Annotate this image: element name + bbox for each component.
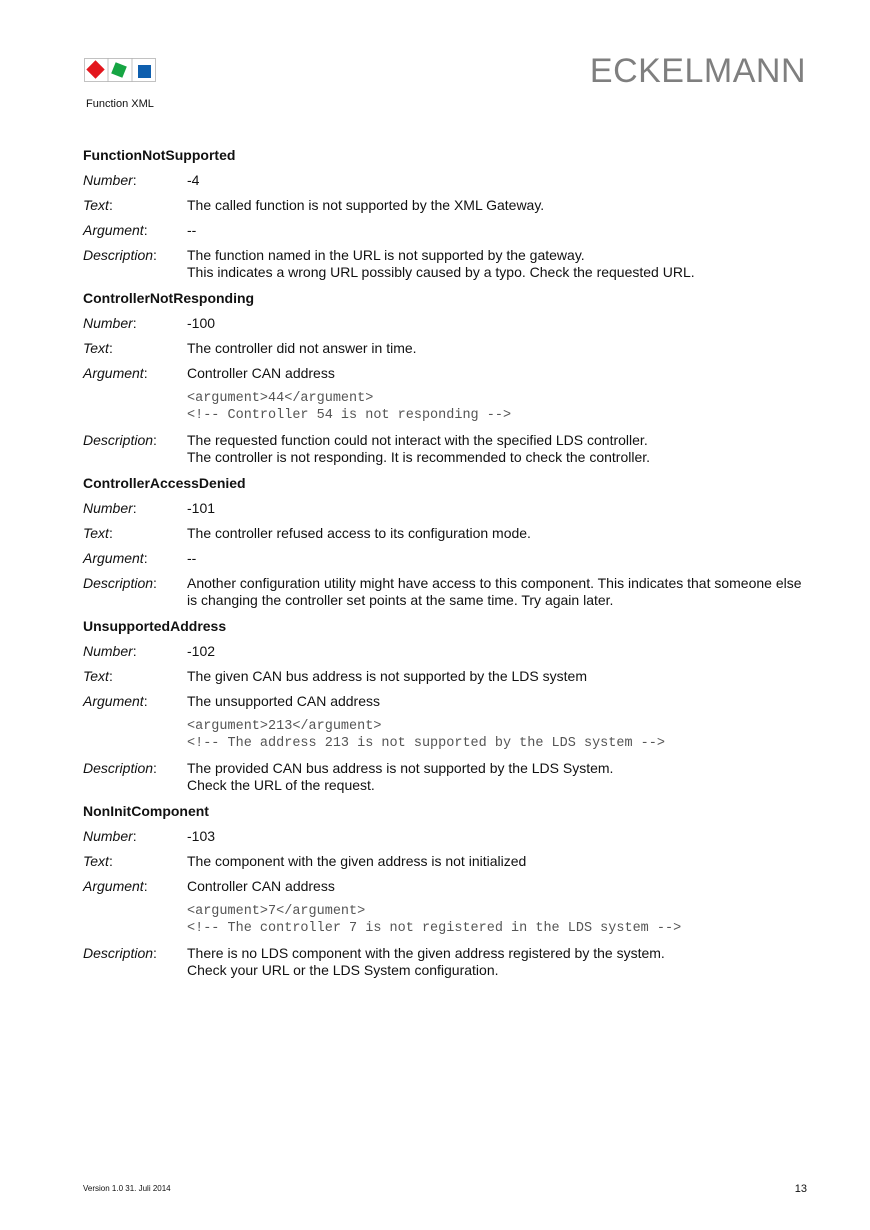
text-value: The component with the given address is not initialized <box>187 853 527 869</box>
text-row <box>83 340 813 357</box>
error-title: NonInitComponent <box>83 803 209 819</box>
number-value: -103 <box>187 828 216 844</box>
error-section <box>83 802 813 979</box>
description-label <box>83 760 187 794</box>
page-number: 13 <box>794 1183 807 1195</box>
footer-version: Version 1.0 31. Juli 2014 <box>83 1184 171 1193</box>
argument-value: Controller CAN address <box>187 365 335 381</box>
text-label-text: Text <box>83 853 109 869</box>
description-line: This indicates a wrong URL possibly caused by a typo. Check the requested URL. <box>187 264 695 280</box>
logo-blue-square <box>138 65 151 78</box>
description-row <box>83 760 813 794</box>
label-colon: : <box>143 365 148 381</box>
number-label-text: Number <box>83 500 133 516</box>
description-value <box>187 945 813 979</box>
error-title: UnsupportedAddress <box>83 618 227 634</box>
description-label-text: Description <box>83 760 154 776</box>
number-row <box>83 828 813 845</box>
description-value <box>187 432 813 466</box>
text-label <box>83 197 187 214</box>
text-value: The called function is not supported by the XML Gateway. <box>187 197 545 213</box>
error-section <box>83 289 813 466</box>
label-colon: : <box>143 693 148 709</box>
description-value <box>187 760 813 794</box>
label-colon: : <box>108 340 113 356</box>
number-label <box>83 172 187 189</box>
label-colon: : <box>153 760 157 776</box>
number-value: -100 <box>187 315 216 331</box>
text-row <box>83 668 813 685</box>
text-label <box>83 853 187 870</box>
text-label-text: Text <box>83 340 109 356</box>
argument-label <box>83 365 187 382</box>
description-row <box>83 575 813 609</box>
code-line: <argument>44</argument> <box>187 391 374 406</box>
error-section <box>83 474 813 609</box>
description-line: Check the URL of the request. <box>187 777 375 793</box>
number-label <box>83 500 187 517</box>
number-row <box>83 172 813 189</box>
argument-label-text: Argument <box>83 550 144 566</box>
argument-label <box>83 222 187 239</box>
number-label-text: Number <box>83 828 133 844</box>
label-colon: : <box>143 878 148 894</box>
description-line: The requested function could not interact with the specified LDS controller. <box>187 432 648 448</box>
argument-label-text: Argument <box>83 222 144 238</box>
description-line: There is no LDS component with the given address registered by the system. <box>187 945 665 961</box>
number-label-text: Number <box>83 643 133 659</box>
description-row <box>83 247 813 281</box>
number-value: -101 <box>187 500 216 516</box>
number-label-text: Number <box>83 315 133 331</box>
label-colon: : <box>132 172 137 188</box>
argument-label-text: Argument <box>83 878 144 894</box>
description-line: Another configuration utility might have access to this component. This indicates that someone else is changing the controller set points at the same time. Try again later. <box>187 575 802 608</box>
description-label-text: Description <box>83 247 154 263</box>
label-colon: : <box>153 945 157 961</box>
code-line: <!-- The controller 7 is not registered in the LDS system --> <box>187 921 682 936</box>
description-row <box>83 945 813 979</box>
description-label <box>83 247 187 281</box>
argument-label <box>83 693 187 710</box>
label-colon: : <box>153 247 157 263</box>
description-label <box>83 575 187 609</box>
number-label <box>83 828 187 845</box>
number-row <box>83 500 813 517</box>
label-colon: : <box>132 643 137 659</box>
number-label <box>83 643 187 660</box>
description-line: The controller is not responding. It is recommended to check the controller. <box>187 449 651 465</box>
description-line: Check your URL or the LDS System configuration. <box>187 962 499 978</box>
description-label-text: Description <box>83 945 154 961</box>
label-colon: : <box>132 828 137 844</box>
text-label-text: Text <box>83 525 109 541</box>
label-colon: : <box>153 432 157 448</box>
description-row <box>83 432 813 466</box>
error-title: ControllerAccessDenied <box>83 475 246 491</box>
label-colon: : <box>132 500 137 516</box>
argument-label <box>83 878 187 895</box>
document-subtitle: Function XML <box>86 98 154 110</box>
description-line: The provided CAN bus address is not supported by the LDS System. <box>187 760 614 776</box>
error-section <box>83 146 813 281</box>
text-label <box>83 525 187 542</box>
description-label <box>83 945 187 979</box>
argument-value: The unsupported CAN address <box>187 693 380 709</box>
argument-code-example <box>187 903 813 937</box>
argument-code-example <box>187 390 813 424</box>
text-value: The given CAN bus address is not supported by the LDS system <box>187 668 587 684</box>
argument-row <box>83 693 813 710</box>
description-line: The function named in the URL is not supported by the gateway. <box>187 247 585 263</box>
text-row <box>83 525 813 542</box>
argument-row <box>83 222 813 239</box>
description-value <box>187 575 813 609</box>
code-line: <!-- The address 213 is not supported by the LDS system --> <box>187 736 665 751</box>
code-line: <!-- Controller 54 is not responding --> <box>187 408 512 423</box>
text-value: The controller did not answer in time. <box>187 340 417 356</box>
argument-row <box>83 550 813 567</box>
number-row <box>83 315 813 332</box>
argument-label-text: Argument <box>83 365 144 381</box>
argument-row <box>83 365 813 382</box>
error-code-list <box>83 146 813 987</box>
description-label-text: Description <box>83 432 154 448</box>
eckelmann-logo <box>84 58 156 82</box>
error-title: ControllerNotResponding <box>83 290 255 306</box>
text-label <box>83 668 187 685</box>
label-colon: : <box>153 575 157 591</box>
argument-row <box>83 878 813 895</box>
number-label-text: Number <box>83 172 133 188</box>
number-value: -102 <box>187 643 216 659</box>
argument-label <box>83 550 187 567</box>
argument-label-text: Argument <box>83 693 144 709</box>
text-label-text: Text <box>83 197 109 213</box>
error-title: FunctionNotSupported <box>83 147 236 163</box>
text-value: The controller refused access to its configuration mode. <box>187 525 531 541</box>
label-colon: : <box>108 525 113 541</box>
label-colon: : <box>143 222 148 238</box>
number-label <box>83 315 187 332</box>
text-row <box>83 197 813 214</box>
text-label <box>83 340 187 357</box>
number-row <box>83 643 813 660</box>
label-colon: : <box>108 668 113 684</box>
description-label <box>83 432 187 466</box>
text-row <box>83 853 813 870</box>
code-line: <argument>7</argument> <box>187 904 366 919</box>
number-value: -4 <box>187 172 200 188</box>
error-section <box>83 617 813 794</box>
description-value <box>187 247 813 281</box>
label-colon: : <box>132 315 137 331</box>
brand-wordmark: ECKELMANN <box>589 52 806 90</box>
argument-value: -- <box>187 222 197 238</box>
text-label-text: Text <box>83 668 109 684</box>
argument-value: -- <box>187 550 197 566</box>
code-line: <argument>213</argument> <box>187 719 382 734</box>
argument-value: Controller CAN address <box>187 878 335 894</box>
label-colon: : <box>108 853 113 869</box>
label-colon: : <box>108 197 113 213</box>
label-colon: : <box>143 550 148 566</box>
argument-code-example <box>187 718 813 752</box>
description-label-text: Description <box>83 575 154 591</box>
